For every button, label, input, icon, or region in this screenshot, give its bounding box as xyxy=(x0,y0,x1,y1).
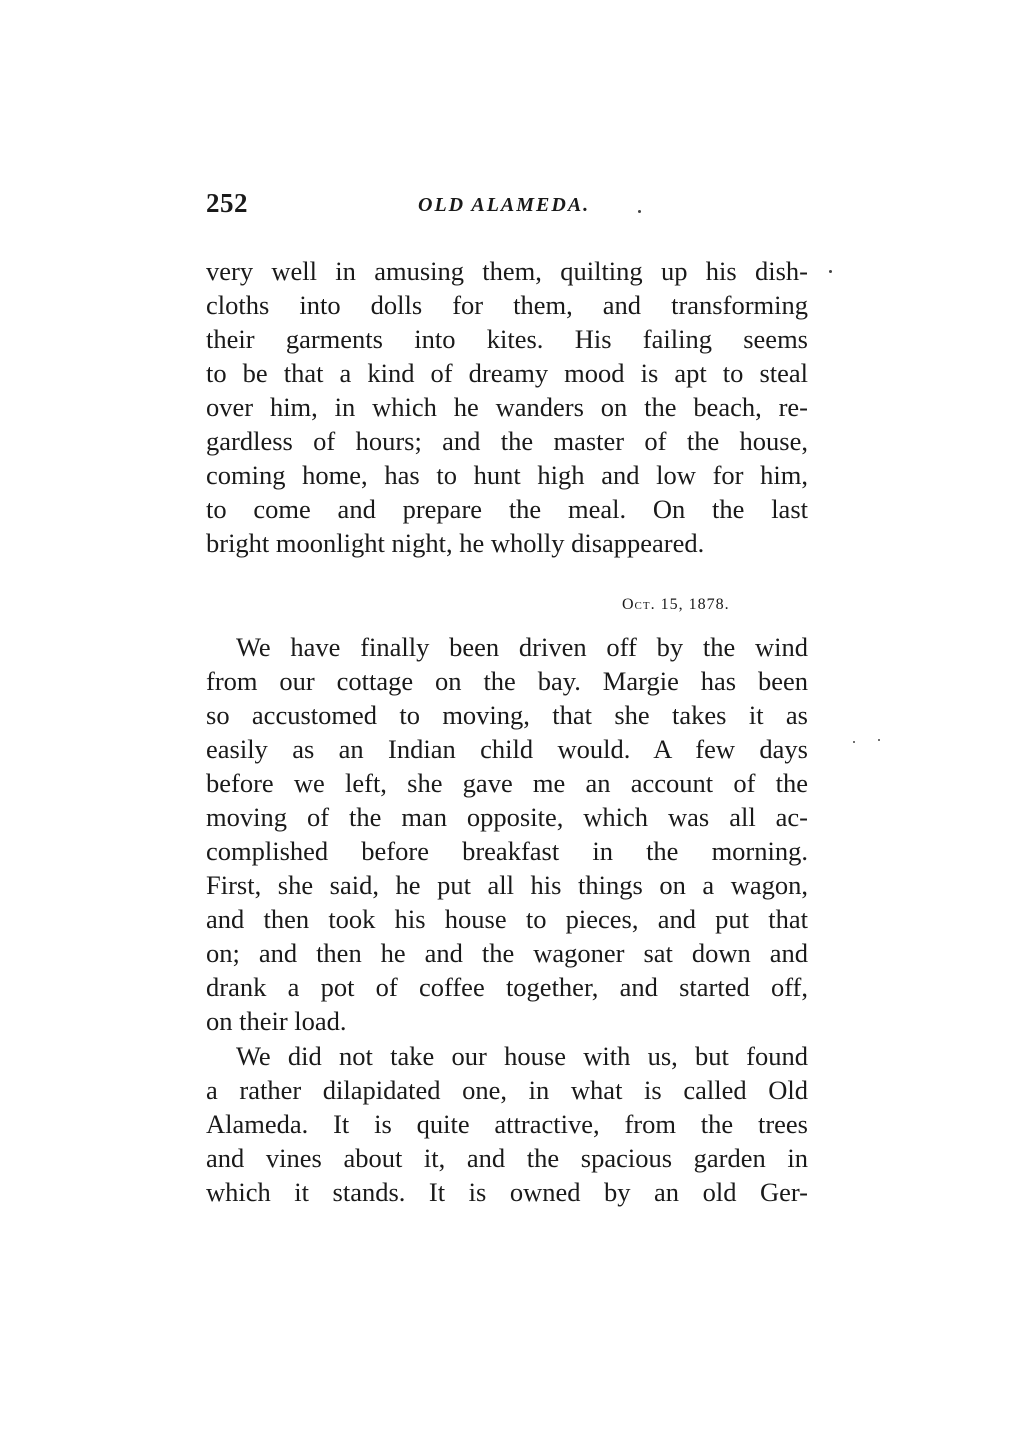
page-number: 252 xyxy=(206,188,248,218)
text-line: Alameda. It is quite attractive, from the trees xyxy=(206,1109,808,1139)
text-line: coming home, has to hunt high and low for him, xyxy=(206,460,808,490)
text-line: their garments into kites. His failing seems xyxy=(206,324,808,354)
scan-speck xyxy=(878,739,880,741)
text-line: from our cottage on the bay. Margie has been xyxy=(206,666,808,696)
text-line: moving of the man opposite, which was all ac- xyxy=(206,802,808,832)
text-line: drank a pot of coffee together, and started off, xyxy=(206,972,808,1002)
scan-speck xyxy=(638,210,641,213)
text-line: complished before breakfast in the morning. xyxy=(206,836,808,866)
text-line: on; and then he and the wagoner sat down and xyxy=(206,938,808,968)
page-header xyxy=(206,188,808,228)
text-line: and vines about it, and the spacious garden in xyxy=(206,1143,808,1173)
text-line: We have finally been driven off by the wind xyxy=(236,632,808,662)
running-title: OLD ALAMEDA. xyxy=(418,194,591,216)
text-line: to come and prepare the meal. On the last xyxy=(206,494,808,524)
text-line: on their load. xyxy=(206,1006,347,1036)
text-line: bright moonlight night, he wholly disappeared. xyxy=(206,528,705,558)
text-line: easily as an Indian child would. A few days xyxy=(206,734,808,764)
text-line: a rather dilapidated one, in what is called Old xyxy=(206,1075,808,1105)
text-line: gardless of hours; and the master of the house, xyxy=(206,426,808,456)
text-line: so accustomed to moving, that she takes it as xyxy=(206,700,808,730)
dateline: Oct. 15, 1878. xyxy=(622,596,730,613)
text-line: First, she said, he put all his things on a wagon, xyxy=(206,870,808,900)
text-line: cloths into dolls for them, and transforming xyxy=(206,290,808,320)
text-line: We did not take our house with us, but found xyxy=(236,1041,808,1071)
text-line: and then took his house to pieces, and put that xyxy=(206,904,808,934)
text-line: before we left, she gave me an account of the xyxy=(206,768,808,798)
text-line: to be that a kind of dreamy mood is apt to steal xyxy=(206,358,808,388)
scan-speck xyxy=(853,741,855,743)
scan-speck xyxy=(829,270,832,273)
text-line: very well in amusing them, quilting up his dish- xyxy=(206,256,808,286)
text-line: which it stands. It is owned by an old Ger- xyxy=(206,1177,808,1207)
text-line: over him, in which he wanders on the beach, re- xyxy=(206,392,808,422)
